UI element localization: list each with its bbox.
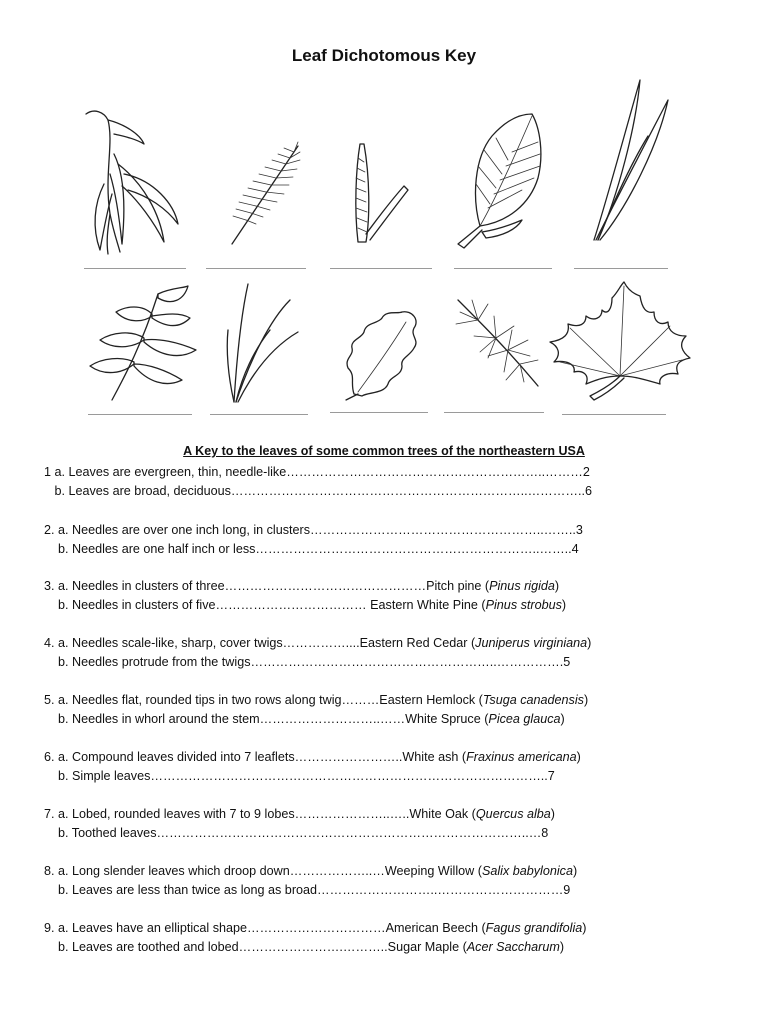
scientific-name: Acer Saccharum	[466, 940, 560, 954]
closing-paren: )	[554, 579, 560, 593]
beech-leaf-icon	[452, 108, 556, 252]
answer-line[interactable]	[454, 268, 552, 269]
hemlock-twig-icon	[206, 134, 316, 250]
key-line-text: b. Toothed leaves……………………………………………………………………………..…8	[44, 826, 549, 840]
key-line	[44, 483, 592, 499]
closing-paren: )	[576, 750, 581, 764]
key-line	[44, 882, 570, 898]
scientific-name: Salix babylonica	[481, 864, 573, 878]
key-line-text: b. Needles in clusters of five……………………………… Eastern White Pine (	[44, 598, 486, 612]
key-line	[44, 635, 591, 651]
scientific-name: Juniperus virginiana	[475, 636, 588, 650]
answer-line[interactable]	[562, 414, 666, 415]
closing-paren: )	[559, 940, 565, 954]
key-line	[44, 749, 581, 765]
closing-paren: )	[572, 864, 578, 878]
key-line	[44, 825, 548, 841]
key-line	[44, 654, 570, 670]
pine-needles-icon	[588, 76, 674, 248]
answer-line[interactable]	[330, 412, 428, 413]
answer-line[interactable]	[210, 414, 308, 415]
key-line	[44, 692, 588, 708]
scientific-name: Picea glauca	[488, 712, 561, 726]
key-line-text: 7. a. Lobed, rounded leaves with 7 to 9 lobes…………………..…..White Oak (	[44, 807, 476, 821]
ash-compound-leaf-icon	[86, 284, 204, 404]
closing-paren: )	[550, 807, 555, 821]
key-line	[44, 939, 564, 955]
key-line	[44, 464, 590, 480]
answer-line[interactable]	[84, 268, 186, 269]
key-line-text: 5. a. Needles flat, rounded tips in two rows along twig………Eastern Hemlock (	[44, 693, 483, 707]
key-line-text: b. Needles protrude from the twigs…………………………………………………..…………….5	[44, 655, 571, 669]
closing-paren: )	[583, 693, 589, 707]
pine-needle-cluster-icon	[220, 280, 302, 408]
scientific-name: Fraxinus americana	[466, 750, 577, 764]
scientific-name: Quercus alba	[475, 807, 551, 821]
key-line-text: 6. a. Compound leaves divided into 7 leaflets……………………..White ash (	[44, 750, 467, 764]
answer-line[interactable]	[330, 268, 432, 269]
key-line	[44, 920, 587, 936]
scientific-name: Pinus rigida	[489, 579, 555, 593]
answer-line[interactable]	[444, 412, 544, 413]
closing-paren: )	[560, 712, 565, 726]
answer-line[interactable]	[206, 268, 306, 269]
key-line	[44, 578, 559, 594]
key-line	[44, 711, 565, 727]
closing-paren: )	[561, 598, 567, 612]
key-line-text: b. Leaves are less than twice as long as broad………………………..…………………………9	[44, 883, 571, 897]
key-line	[44, 768, 555, 784]
willow-leaves-icon	[74, 104, 190, 256]
key-heading: A Key to the leaves of some common trees of the northeastern USA	[183, 444, 585, 458]
key-line-text: 2. a. Needles are over one inch long, in clusters………………………………………………..……..3	[44, 523, 583, 537]
key-line	[44, 522, 583, 538]
key-line	[44, 597, 566, 613]
key-line-text: 9. a. Leaves have an elliptical shape……………………………American Beech (	[44, 921, 486, 935]
scientific-name: Tsuga canadensis	[482, 693, 584, 707]
key-line-text: 8. a. Long slender leaves which droop down………………..…Weeping Willow (	[44, 864, 482, 878]
key-line	[44, 863, 577, 879]
scientific-name: Fagus grandifolia	[485, 921, 583, 935]
maple-leaf-icon	[546, 280, 692, 404]
spruce-twig-icon	[448, 290, 544, 394]
key-line	[44, 806, 555, 822]
answer-line[interactable]	[88, 414, 192, 415]
key-line-text: 1 a. Leaves are evergreen, thin, needle-like……………………………………………………..………2	[44, 465, 590, 479]
scientific-name: Pinus strobus	[485, 598, 562, 612]
oak-leaf-icon	[340, 306, 426, 402]
cedar-twig-icon	[348, 138, 414, 250]
key-line	[44, 541, 579, 557]
key-line-text: b. Leaves are broad, deciduous……………………………………………………………..…………..6	[44, 484, 592, 498]
answer-line[interactable]	[574, 268, 668, 269]
key-line-text: 4. a. Needles scale-like, sharp, cover twigs……………....Eastern Red Cedar (	[44, 636, 476, 650]
key-line-text: b. Needles are one half inch or less…………………………………………………………..……..4	[44, 542, 579, 556]
key-line-text: 3. a. Needles in clusters of three…………………………………………Pitch pine (	[44, 579, 490, 593]
closing-paren: )	[582, 921, 587, 935]
key-line-text: b. Leaves are toothed and lobed…………………….………..Sugar Maple (	[44, 940, 467, 954]
key-line-text: b. Needles in whorl around the stem………………………..……White Spruce (	[44, 712, 489, 726]
page-title: Leaf Dichotomous Key	[291, 46, 477, 65]
key-line-text: b. Simple leaves…………………………………………………………………………………..7	[44, 769, 555, 783]
closing-paren: )	[587, 636, 592, 650]
